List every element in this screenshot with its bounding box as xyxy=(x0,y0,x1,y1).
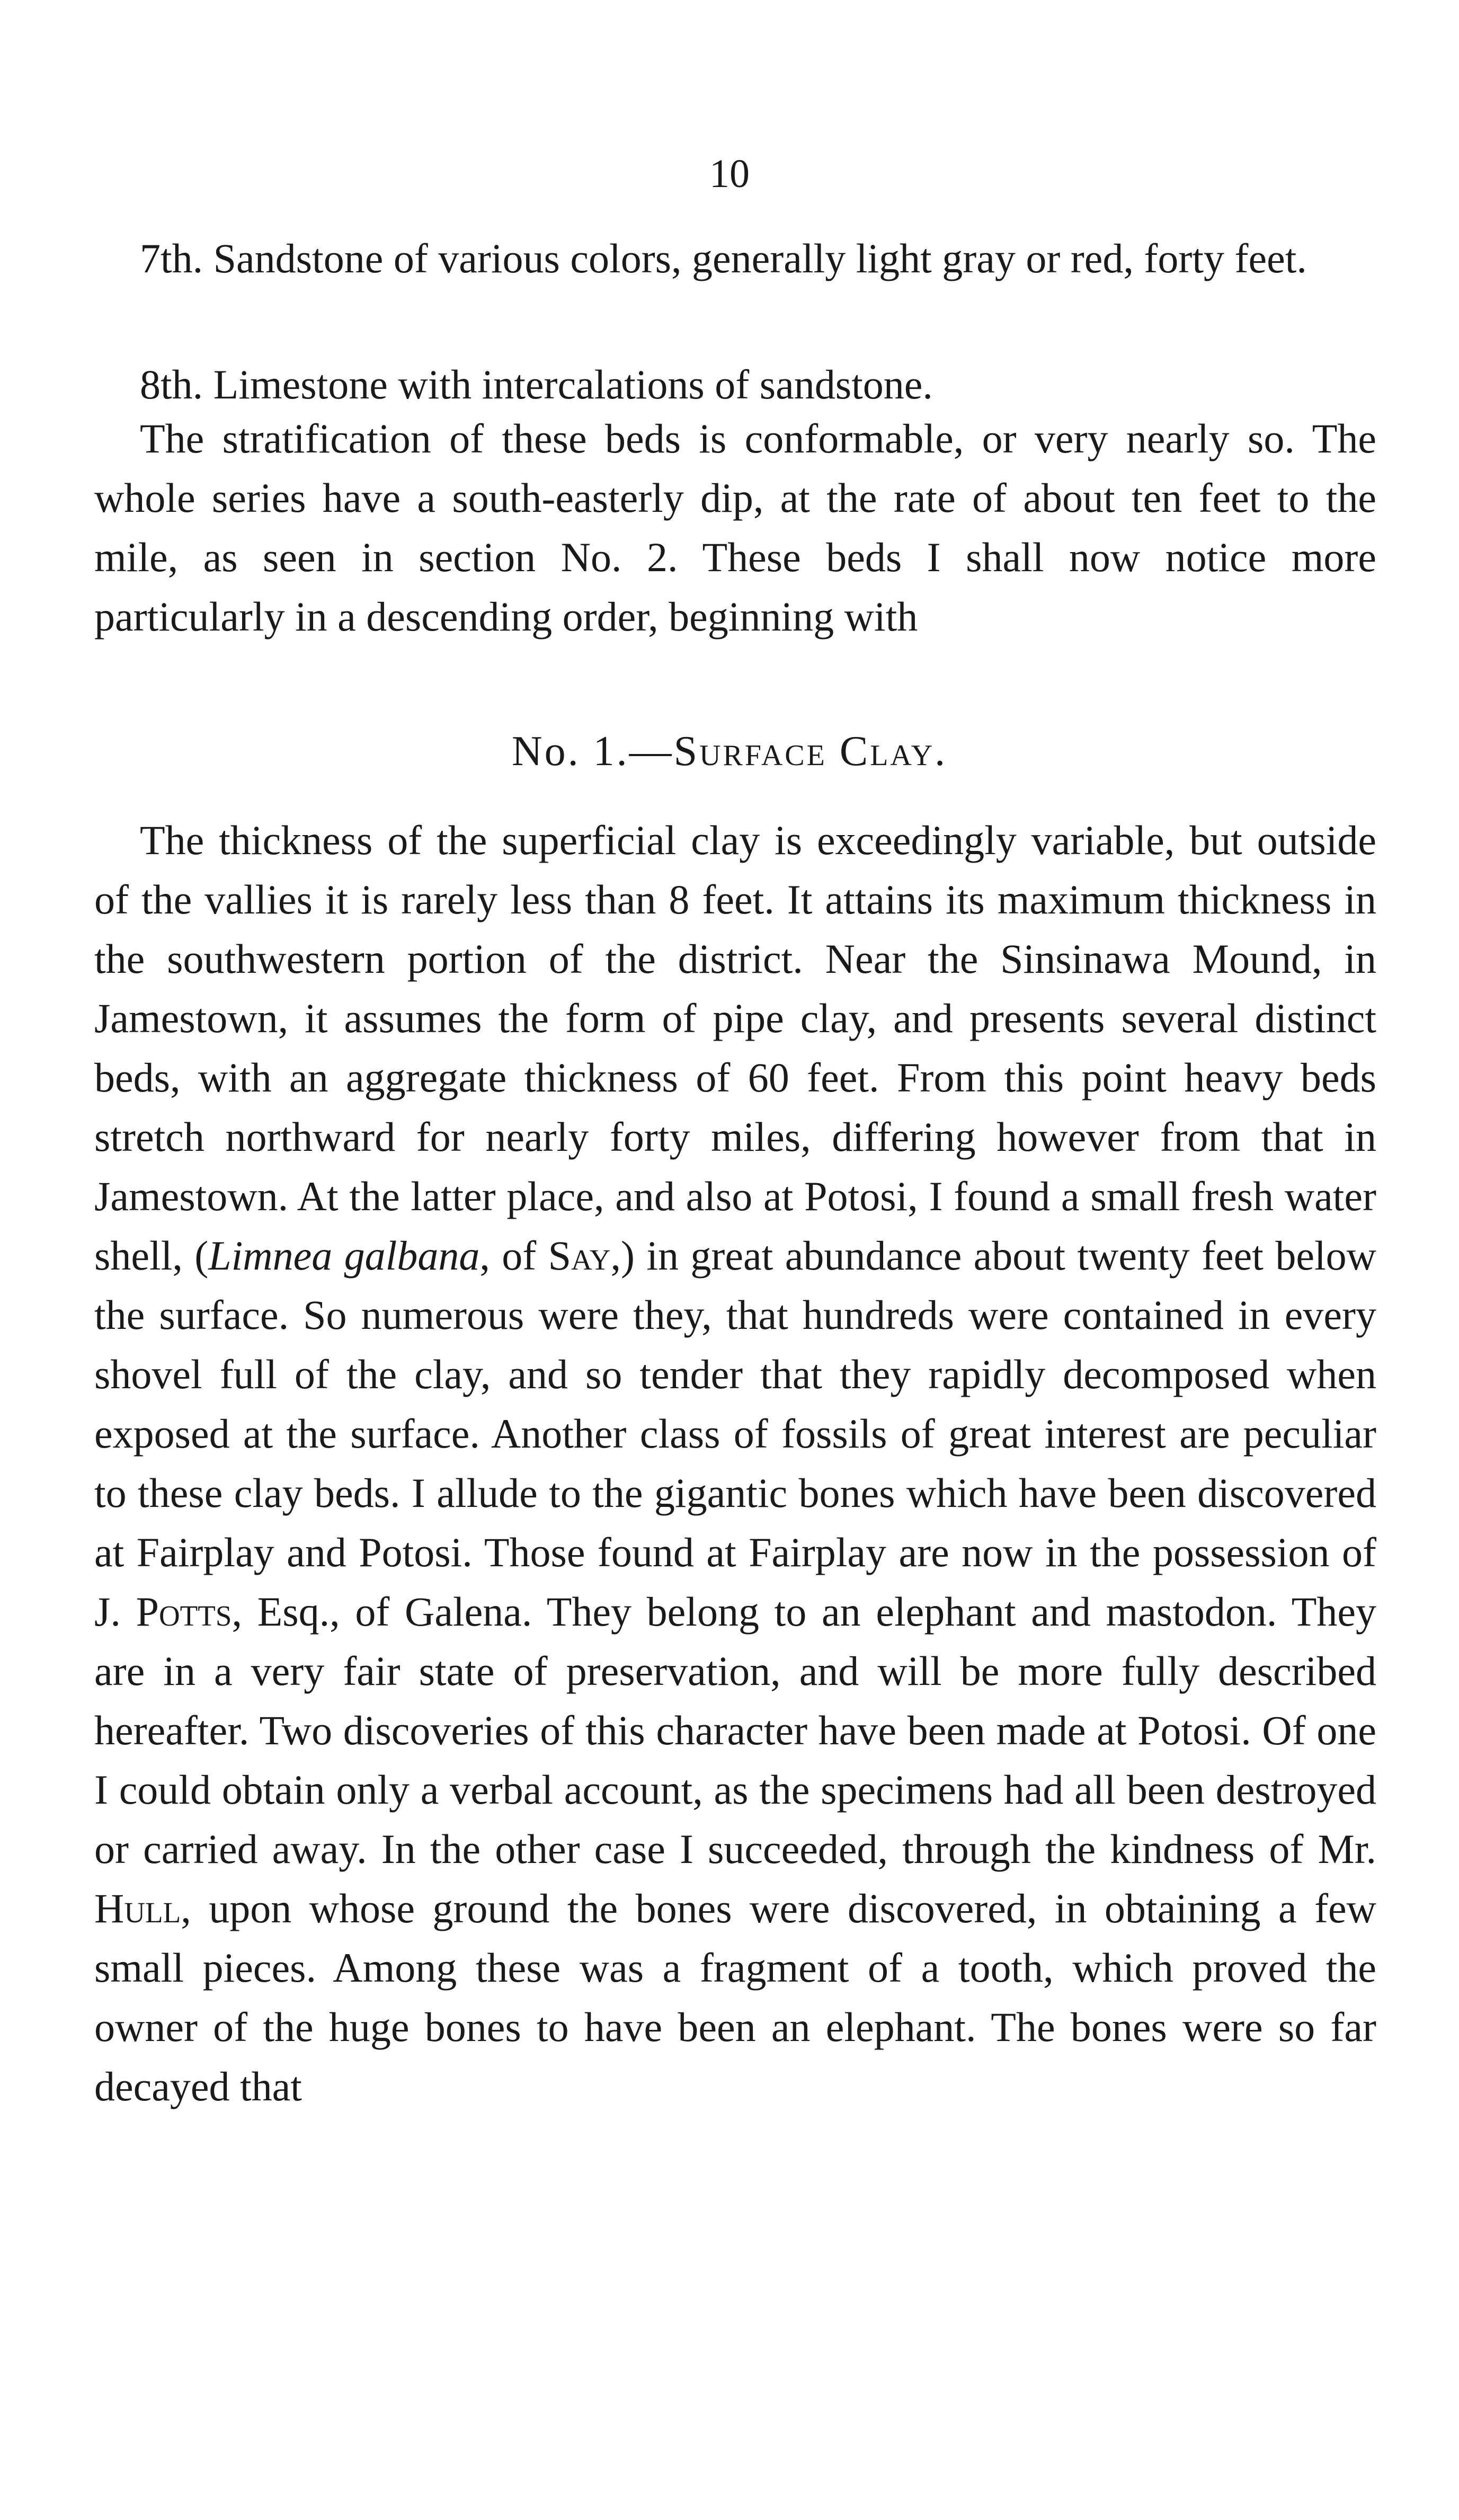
surface-clay-text-4: , Esq., of Galena. They belong to an elephant and mastodon. They are in a very fair state of preservation, and will be more fully described hereafter. Two discoveries of this character have been made at Potosi. Of one I could obtain only a verbal account, as the specimens had all been destroyed or carried away. In the other case I succeeded, through the kindness of Mr. xyxy=(94,1589,1376,1872)
section-heading-number: No. 1.— xyxy=(511,728,674,775)
paragraph-stratification: The stratification of these beds is conformable, or very nearly so. The whole series have a south-easterly dip, at the rate of about ten feet to the mile, as seen in section No. 2. These beds I shall now notice more particularly in a descending order, beginning with xyxy=(94,415,1376,640)
species-name: Limnea galbana xyxy=(208,1232,480,1279)
surface-clay-text-5: , upon whose ground the bones were discovered, in obtaining a few small pieces. Among these was a fragment of a tooth, which proved the owner of the huge bones to have been an elephant. The bones were so far decayed that xyxy=(94,1885,1376,2109)
paragraph-seventh-bed: 7th. Sandstone of various colors, generally light gray or red, forty feet. xyxy=(140,235,1307,281)
page-number: 10 xyxy=(709,152,750,196)
section-heading xyxy=(0,730,1459,773)
person-name-hull: Hull xyxy=(94,1885,181,1931)
paragraph-surface-clay xyxy=(94,811,1376,2116)
person-name-potts: Potts xyxy=(136,1589,232,1635)
surface-clay-text-2: , of xyxy=(479,1232,548,1279)
paragraph-eighth-bed: 8th. Limestone with intercalations of sandstone. xyxy=(140,361,933,407)
author-name-say: Say xyxy=(548,1232,611,1279)
section-heading-title: Surface Clay. xyxy=(673,728,948,775)
surface-clay-text-1: The thickness of the superficial clay is exceedingly variable, but outside of the vallies it is rarely less than 8 feet. It attains its maximum thickness in the southwestern portion of the district. Near the Sinsinawa Mound, in Jamestown, it assumes the form of pipe clay, and presents several distinct beds, with an aggregate thickness of 60 feet. From this point heavy beds stretch northward for nearly forty miles, differing however from that in Jamestown. At the latter place, and also at Potosi, I found a small fresh water shell, ( xyxy=(94,817,1376,1279)
surface-clay-text-3: ,) in great abundance about twenty feet below the surface. So numerous were they, that hundreds were contained in every shovel full of the clay, and so tender that they rapidly decomposed when exposed at the surface. Another class of fossils of great interest are peculiar to these clay beds. I allude to the gigantic bones which have been discovered at Fairplay and Potosi. Those found at Fairplay are now in the possession of J. xyxy=(94,1232,1377,1635)
